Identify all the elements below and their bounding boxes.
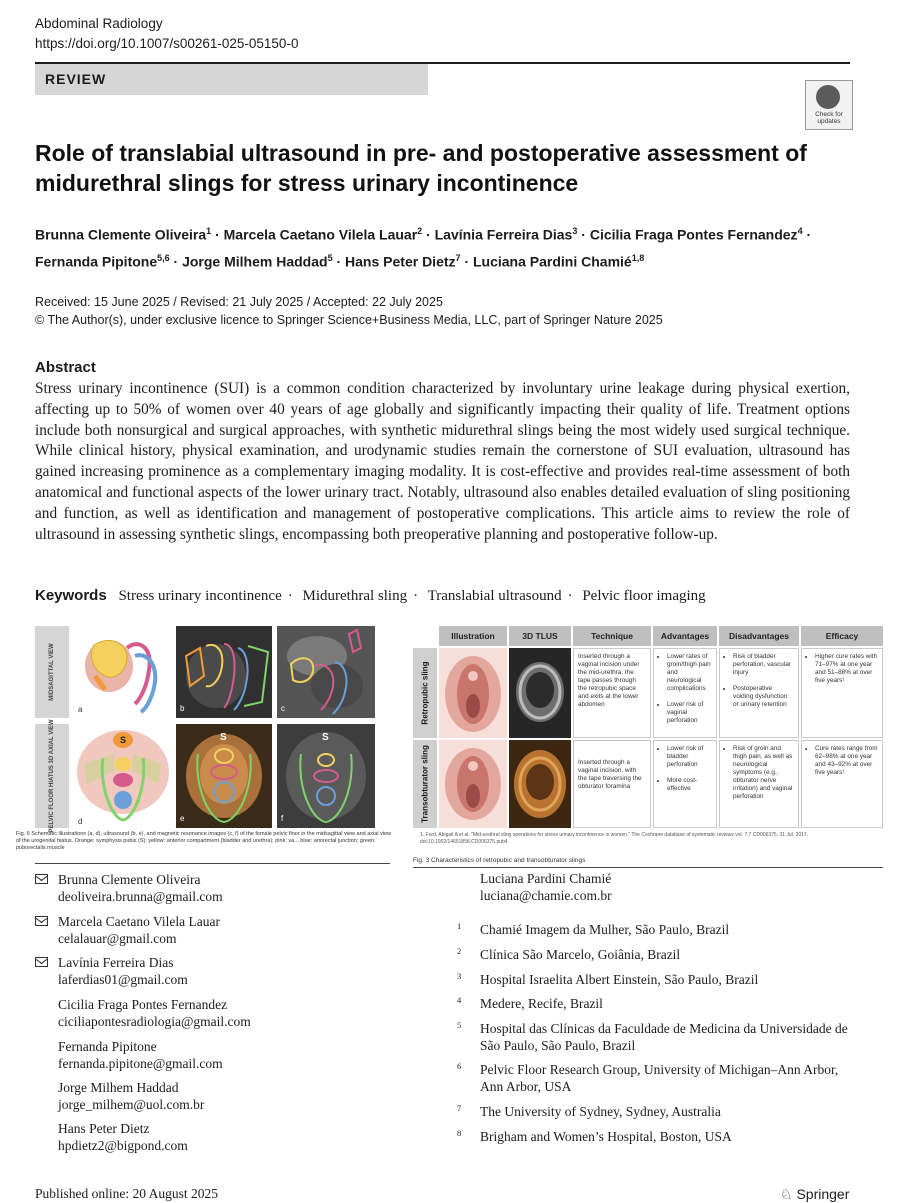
figure-rule: [413, 867, 883, 868]
contact-entry: [58, 996, 251, 1030]
contact-email[interactable]: deoliveira.brunna@gmail.com: [58, 889, 223, 904]
updates-label: Check for updates: [815, 111, 843, 125]
author-name: Hans Peter Dietz: [345, 253, 456, 270]
author-name: Cicilia Fraga Pontes Fernandez: [589, 226, 798, 243]
transobturator-illustration: [439, 740, 507, 828]
panel-b-ultrasound: b: [176, 626, 272, 718]
row-label-retropubic: Retropubic sling: [413, 648, 437, 738]
mail-icon: [35, 957, 48, 967]
svg-text:S: S: [322, 732, 329, 743]
row-label-transobturator: Transobturator sling: [413, 740, 437, 828]
updates-icon: [816, 85, 840, 109]
author-affiliation-mark: 3: [572, 226, 578, 236]
section-bar: [35, 64, 428, 95]
keyword: Stress urinary incontinence: [118, 588, 282, 604]
contact-email[interactable]: laferdias01@gmail.com: [58, 972, 188, 987]
column-header: 3D TLUS: [509, 626, 571, 646]
retropubic-disadvantages: • Risk of bladder perforation, vascular injury • Postoperative voiding dysfunction or urinary retention: [719, 648, 799, 738]
author-affiliation-mark: 1: [206, 226, 212, 236]
figure-6: [35, 626, 390, 833]
author-affiliation-mark: 5: [327, 252, 333, 263]
transobturator-tlus-image: [509, 740, 571, 828]
figure-3-caption: Fig. 3 Characteristics of retropubic and transobturator slings: [413, 857, 586, 864]
retropubic-illustration: [439, 648, 507, 738]
author-affiliation-mark: 7: [455, 252, 461, 263]
author-affiliation-mark: 5,6: [157, 252, 170, 263]
contact-entry: [480, 870, 612, 904]
figure-rule: [35, 863, 390, 864]
column-header: Efficacy: [801, 626, 883, 646]
keywords-label: Keywords: [35, 587, 107, 604]
mail-icon: [35, 916, 48, 926]
panel-f-mri: S f: [277, 724, 375, 828]
figure-3-table: [413, 626, 883, 828]
check-for-updates-badge[interactable]: [805, 80, 853, 130]
panel-a-illustration: [75, 626, 170, 718]
transobturator-advantages: • Lower risk of bladder perforation • More cost-effective: [653, 740, 717, 828]
contact-entry: [58, 1038, 223, 1072]
article-dates: Received: 15 June 2025 / Revised: 21 July 2025 / Accepted: 22 July 2025: [35, 295, 443, 309]
row-label-axial: PELVIC FLOOR HIATUS 3D AXIAL VIEW: [35, 724, 69, 828]
figure-3-footnote: 1. Ford, Abigail A et al. "Mid-urethral sling operations for stress urinary incontinence in women." The Cochrane database of systematic reviews vol. 7,7 CD006375. 31 Jul. 2017, doi:10.1002/14651858.CD006375.pub4: [420, 832, 809, 845]
contact-email[interactable]: ciciliapontesradiologia@gmail.com: [58, 1014, 251, 1029]
journal-name: Abdominal Radiology: [35, 16, 163, 31]
column-header: Disadvantages: [719, 626, 799, 646]
svg-text:a: a: [78, 705, 83, 714]
author-name: Marcela Caetano Vilela Lauar: [223, 226, 418, 243]
contact-name: Marcela Caetano Vilela Lauar: [58, 914, 220, 929]
author-name: Jorge Milhem Haddad: [182, 253, 328, 270]
contact-entry: [58, 954, 188, 988]
section-label: REVIEW: [45, 71, 107, 87]
keyword: Midurethral sling: [302, 588, 408, 604]
panel-e-ultrasound: S e: [176, 724, 272, 828]
contact-entry: [58, 871, 223, 905]
author-affiliation-mark: 2: [417, 226, 423, 236]
published-date: Published online: 20 August 2025: [35, 1186, 219, 1201]
author-name: Lavínia Ferreira Dias: [434, 226, 573, 243]
transobturator-efficacy: • Cure rates range from 62–98% at one year and 43–92% at over five years¹: [801, 740, 883, 828]
paper-title: Role of translabial ultrasound in pre- and postoperative assessment of midurethral slings for stress urinary incontinence: [35, 140, 807, 196]
svg-text:d: d: [78, 817, 83, 826]
contact-entry: [58, 913, 220, 947]
contact-name: Jorge Milhem Haddad: [58, 1080, 179, 1095]
retropubic-technique: Inserted through a vaginal incision under the mid-urethra, the tape passes through the retropubic space and exits at the lower abdomen: [573, 648, 651, 738]
contact-name: Lavínia Ferreira Dias: [58, 955, 174, 970]
svg-text:S: S: [220, 732, 227, 743]
contact-name: Brunna Clemente Oliveira: [58, 872, 201, 887]
retropubic-advantages: • Lower rates of groin/thigh pain and neurological complications • Lower risk of vaginal perforation: [653, 648, 717, 738]
transobturator-technique: Inserted through a vaginal incision, with the tape traversing the obturator foramina: [573, 740, 651, 828]
doi-link[interactable]: https://doi.org/10.1007/s00261-025-05150-0: [35, 36, 299, 51]
contact-entry: [58, 1079, 204, 1113]
author-name: Brunna Clemente Oliveira: [35, 226, 207, 243]
contact-email[interactable]: celalauar@gmail.com: [58, 931, 177, 946]
author-affiliation-mark: 1,8: [631, 252, 645, 263]
contact-email[interactable]: jorge_milhem@uol.com.br: [58, 1097, 205, 1112]
figure-6-caption: Fig. 6 Schematic illustrations (a, d), ultrasound (b, e), and magnetic resonance images (c, f) of the female pelvic floor in the midsagittal view and axial view of the urogenital hiatus. Orange: symphysis pubis (S); yellow: anterior compartment (bladder and urethra); pink: va... blue: anorectal junction; green: puborectalis muscle: [16, 831, 392, 851]
contact-entry: [58, 1120, 188, 1154]
author-name: Fernanda Pipitone: [35, 253, 158, 270]
transobturator-disadvantages: • Risk of groin and thigh pain, as well as neurological symptoms (e.g., obturator nerve irritation) and vaginal perforation: [719, 740, 799, 828]
contact-email[interactable]: luciana@chamie.com.br: [480, 888, 612, 903]
column-header: Advantages: [653, 626, 717, 646]
publisher-logo: [780, 1186, 849, 1203]
contact-email[interactable]: fernanda.pipitone@gmail.com: [58, 1056, 223, 1071]
keywords-line: Keywords Stress urinary incontinence · Midurethral sling · Translabial ultrasound · Pelvic floor imaging: [35, 587, 706, 604]
keyword: Pelvic floor imaging: [582, 588, 706, 604]
abstract-body: Stress urinary incontinence (SUI) is a common condition characterized by involuntary urine leakage during physical exertion, affecting up to 50% of women over 40 years of age globally and significantly impacting their quality of life. Treatment options include both nonsurgical and surgical approaches, with synthetic midurethral slings being the most widely used surgical technique. While clinical history, physical examination, and urodynamic studies remain the cornerstone of SUI evaluation, ultrasound has gained increasing prominence as a complementary imaging modality. It is cost-effective and provides real-time assessment of both anatomical and functional aspects of the lower urinary tract. Notably, ultrasound also enables detailed evaluation of sling positioning and function, as well as identification and management of postoperative complications. This article aims to review the role of ultrasound in assessing synthetic slings, encompassing both preoperative planning and postoperative follow-up.: [35, 380, 850, 543]
author-list: Brunna Clemente Oliveira$^1$ · Marcela Caetano Vilela Lauar$^2$ · Lavínia Ferreira Dias$^3$ · Cicilia Fraga Pontes Fernandez$^4$ · Fernanda Pipitone$^{5,6}$ · Jorge Milhem Haddad$^5$ · Hans Peter Dietz$^7$ · Luciana Pardini Chamié$^{1,8}$: [35, 226, 812, 270]
panel-c-mri: c: [277, 626, 375, 718]
contact-name: Cicilia Fraga Pontes Fernandez: [58, 997, 228, 1012]
row-label-midsagittal: MIDSAGITTAL VIEW: [35, 626, 69, 718]
copyright-notice: © The Author(s), under exclusive licence to Springer Science+Business Media, LLC, part of Springer Nature 2025: [35, 313, 663, 327]
abstract-heading: Abstract: [35, 359, 96, 376]
keyword: Translabial ultrasound: [427, 588, 562, 604]
contact-name: Hans Peter Dietz: [58, 1121, 150, 1136]
mail-icon: [35, 874, 48, 884]
retropubic-tlus-image: [509, 648, 571, 738]
springer-horse-icon: ♘: [780, 1186, 793, 1202]
column-header: Illustration: [439, 626, 507, 646]
author-affiliation-mark: 4: [797, 226, 803, 236]
author-name: Luciana Pardini Chamié: [472, 253, 632, 270]
publisher-name: Springer: [796, 1186, 850, 1202]
panel-d-illustration: [75, 724, 170, 828]
svg-text:S: S: [120, 735, 127, 745]
contact-name: Luciana Pardini Chamié: [480, 871, 612, 886]
column-header: Technique: [573, 626, 651, 646]
contact-email[interactable]: hpdietz2@bigpond.com: [58, 1138, 188, 1153]
retropubic-efficacy: • Higher cure rates with 71–97% at one year and 51–88% at over five years¹: [801, 648, 883, 738]
contact-name: Fernanda Pipitone: [58, 1039, 157, 1054]
